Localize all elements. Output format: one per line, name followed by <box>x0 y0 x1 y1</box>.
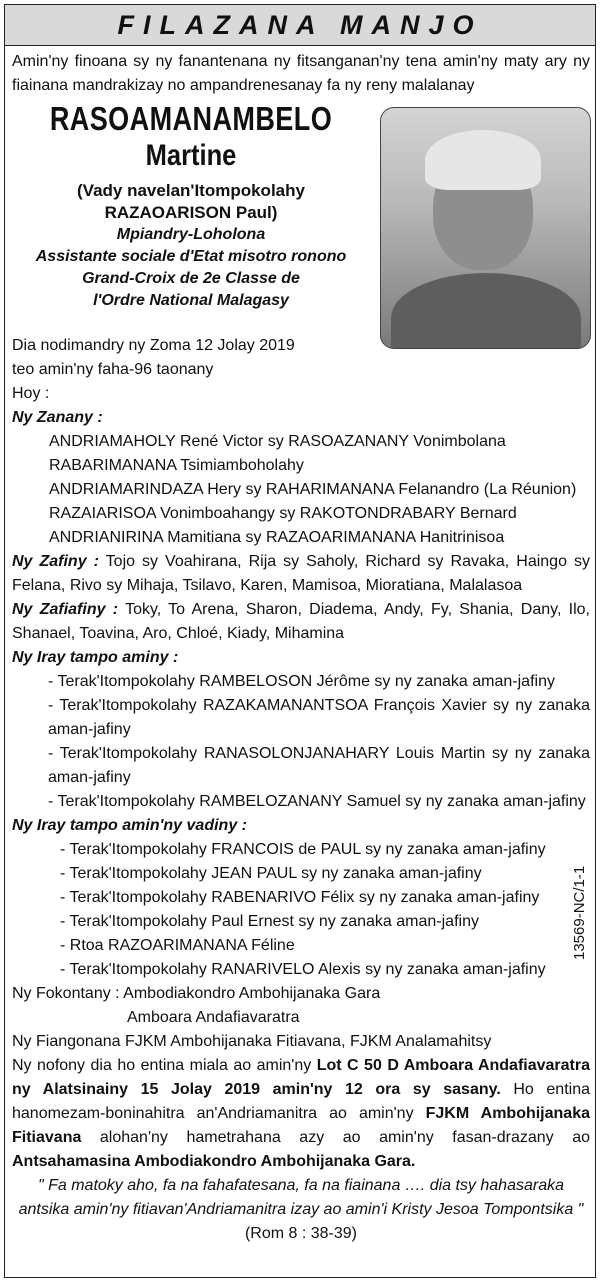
list-item: - Terak'Itompokolahy RAMBELOZANANY Samuel sy ny zanaka aman-jafiny <box>48 793 586 810</box>
spouse-line-2: RAZAOARISON Paul) <box>104 203 278 222</box>
fokontany-line-2: Amboara Andafiavaratra <box>127 1009 300 1026</box>
intro-text: Amin'ny finoana sy ny fanantenana ny fitsanganan'ny tena amin'ny maty ary ny fiainana mandrakizay no ampandrenesanay fa ny reny malalanay <box>12 53 590 94</box>
deceased-surname: RASOAMANAMBELO <box>49 100 333 137</box>
zafiafiny-heading: Ny Zafiafiny : <box>12 601 119 618</box>
list-item: ANDRIAMARINDAZA Hery sy RAHARIMANANA Felanandro (La Réunion) <box>49 481 577 498</box>
nofony-text: Ny nofony dia ho entina miala ao amin'ny <box>12 1057 317 1074</box>
death-age: teo amin'ny faha-96 taonany <box>12 361 214 378</box>
list-item: RABARIMANANA Tsimiamboholahy <box>49 457 304 474</box>
list-item: - Terak'Itompokolahy RABENARIVO Félix sy ny zanaka aman-jafiny <box>60 889 540 906</box>
portrait-photo <box>380 107 591 349</box>
zafiny-heading: Ny Zafiny : <box>12 553 99 570</box>
list-item: ANDRIANIRINA Mamitiana sy RAZAOARIMANANA Hanitrinisoa <box>49 529 505 546</box>
nofony-text: Ho entina hanomezam-boninahitra an'Andriamanitra ao amin'ny <box>12 1081 591 1122</box>
nofony-bold: Antsahamasina Ambodiakondro Ambohijanaka Gara. <box>12 1153 416 1170</box>
zanany-heading: Ny Zanany : <box>12 409 103 426</box>
list-item: - Terak'Itompokolahy JEAN PAUL sy ny zanaka aman-jafiny <box>60 865 482 882</box>
bible-verse: (Rom 8 : 38-39) <box>244 1225 358 1242</box>
title-line: Assistante sociale d'Etat misotro ronono <box>35 248 347 265</box>
zafiny-paragraph <box>12 550 590 598</box>
notice-header: FILAZANA MANJO <box>5 5 595 46</box>
hoy-label: Hoy : <box>12 385 50 402</box>
nofony-text: alohan'ny hametrahana azy ao amin'ny fasan-drazany ao <box>81 1129 590 1146</box>
death-date: Dia nodimandry ny Zoma 12 Jolay 2019 <box>12 337 295 354</box>
iray-tampo-heading: Ny Iray tampo aminy : <box>12 649 179 666</box>
fokontany-line-1: Ny Fokontany : Ambodiakondro Ambohijanaka Gara <box>12 985 381 1002</box>
photo-body-shape <box>391 273 581 349</box>
list-item: ANDRIAMAHOLY René Victor sy RASOAZANANY Vonimbolana <box>49 433 506 450</box>
zafiny-text: Tojo sy Voahirana, Rija sy Saholy, Richard sy Ravaka, Haingo sy Felana, Rivo sy Mihaja, Tsilavo, Karen, Mamisoa, Mioratiana, Malalasoa <box>12 553 590 594</box>
list-item: - Terak'Itompokolahy RAZAKAMANANTSOA François Xavier sy ny zanaka aman-jafiny <box>48 697 590 738</box>
zafiafiny-paragraph <box>12 598 590 646</box>
name-column <box>12 98 370 312</box>
nofony-bold: FJKM Ambohijanaka Fitiavana <box>12 1105 590 1146</box>
deceased-firstname: Martine <box>145 139 237 172</box>
bible-quote: " Fa matoky aho, fa na fahafatesana, fa na fiainana …. dia tsy hahasaraka antsika amin'ny fitiavan'Andriamanitra izay ao amin'i Kristy Jesoa Tompontsika " <box>18 1177 584 1218</box>
list-item: - Terak'Itompokolahy RANASOLONJANAHARY Louis Martin sy ny zanaka aman-jafiny <box>48 745 590 786</box>
photo-hair-shape <box>425 130 541 190</box>
list-item: - Terak'Itompokolahy RANARIVELO Alexis sy ny zanaka aman-jafiny <box>60 961 546 978</box>
list-item: - Terak'Itompokolahy RAMBELOSON Jérôme sy ny zanaka aman-jafiny <box>48 673 555 690</box>
title-line: l'Ordre National Malagasy <box>93 292 289 309</box>
zafiafiny-text: Toky, To Arena, Sharon, Diadema, Andy, Fy, Shania, Dany, Ilo, Shanael, Toavina, Aro, Chloé, Kiady, Mihamina <box>12 601 591 642</box>
list-item: - Terak'Itompokolahy Paul Ernest sy ny zanaka aman-jafiny <box>60 913 479 930</box>
reference-code: 13569-NC/1-1 <box>571 865 588 960</box>
iray-tampo-vady-heading: Ny Iray tampo amin'ny vadiny : <box>12 817 247 834</box>
list-item: - Terak'Itompokolahy FRANCOIS de PAUL sy ny zanaka aman-jafiny <box>60 841 546 858</box>
spouse-line-1: (Vady navelan'Itompokolahy <box>77 181 305 200</box>
nofony-bold: Lot C 50 D Amboara Andafiavaratra ny Alatsinainy 15 Jolay 2019 amin'ny 12 ora sy sasany. <box>12 1057 591 1098</box>
list-item: RAZAIARISOA Vonimboahangy sy RAKOTONDRABARY Bernard <box>49 505 517 522</box>
fiangonana-line: Ny Fiangonana FJKM Ambohijanaka Fitiavana, FJKM Analamahitsy <box>12 1033 492 1050</box>
nofony-paragraph <box>12 1054 590 1174</box>
list-item: - Rtoa RAZOARIMANANA Féline <box>60 937 295 954</box>
title-line: Mpiandry-Loholona <box>116 226 266 243</box>
title-line: Grand-Croix de 2e Classe de <box>82 270 300 287</box>
